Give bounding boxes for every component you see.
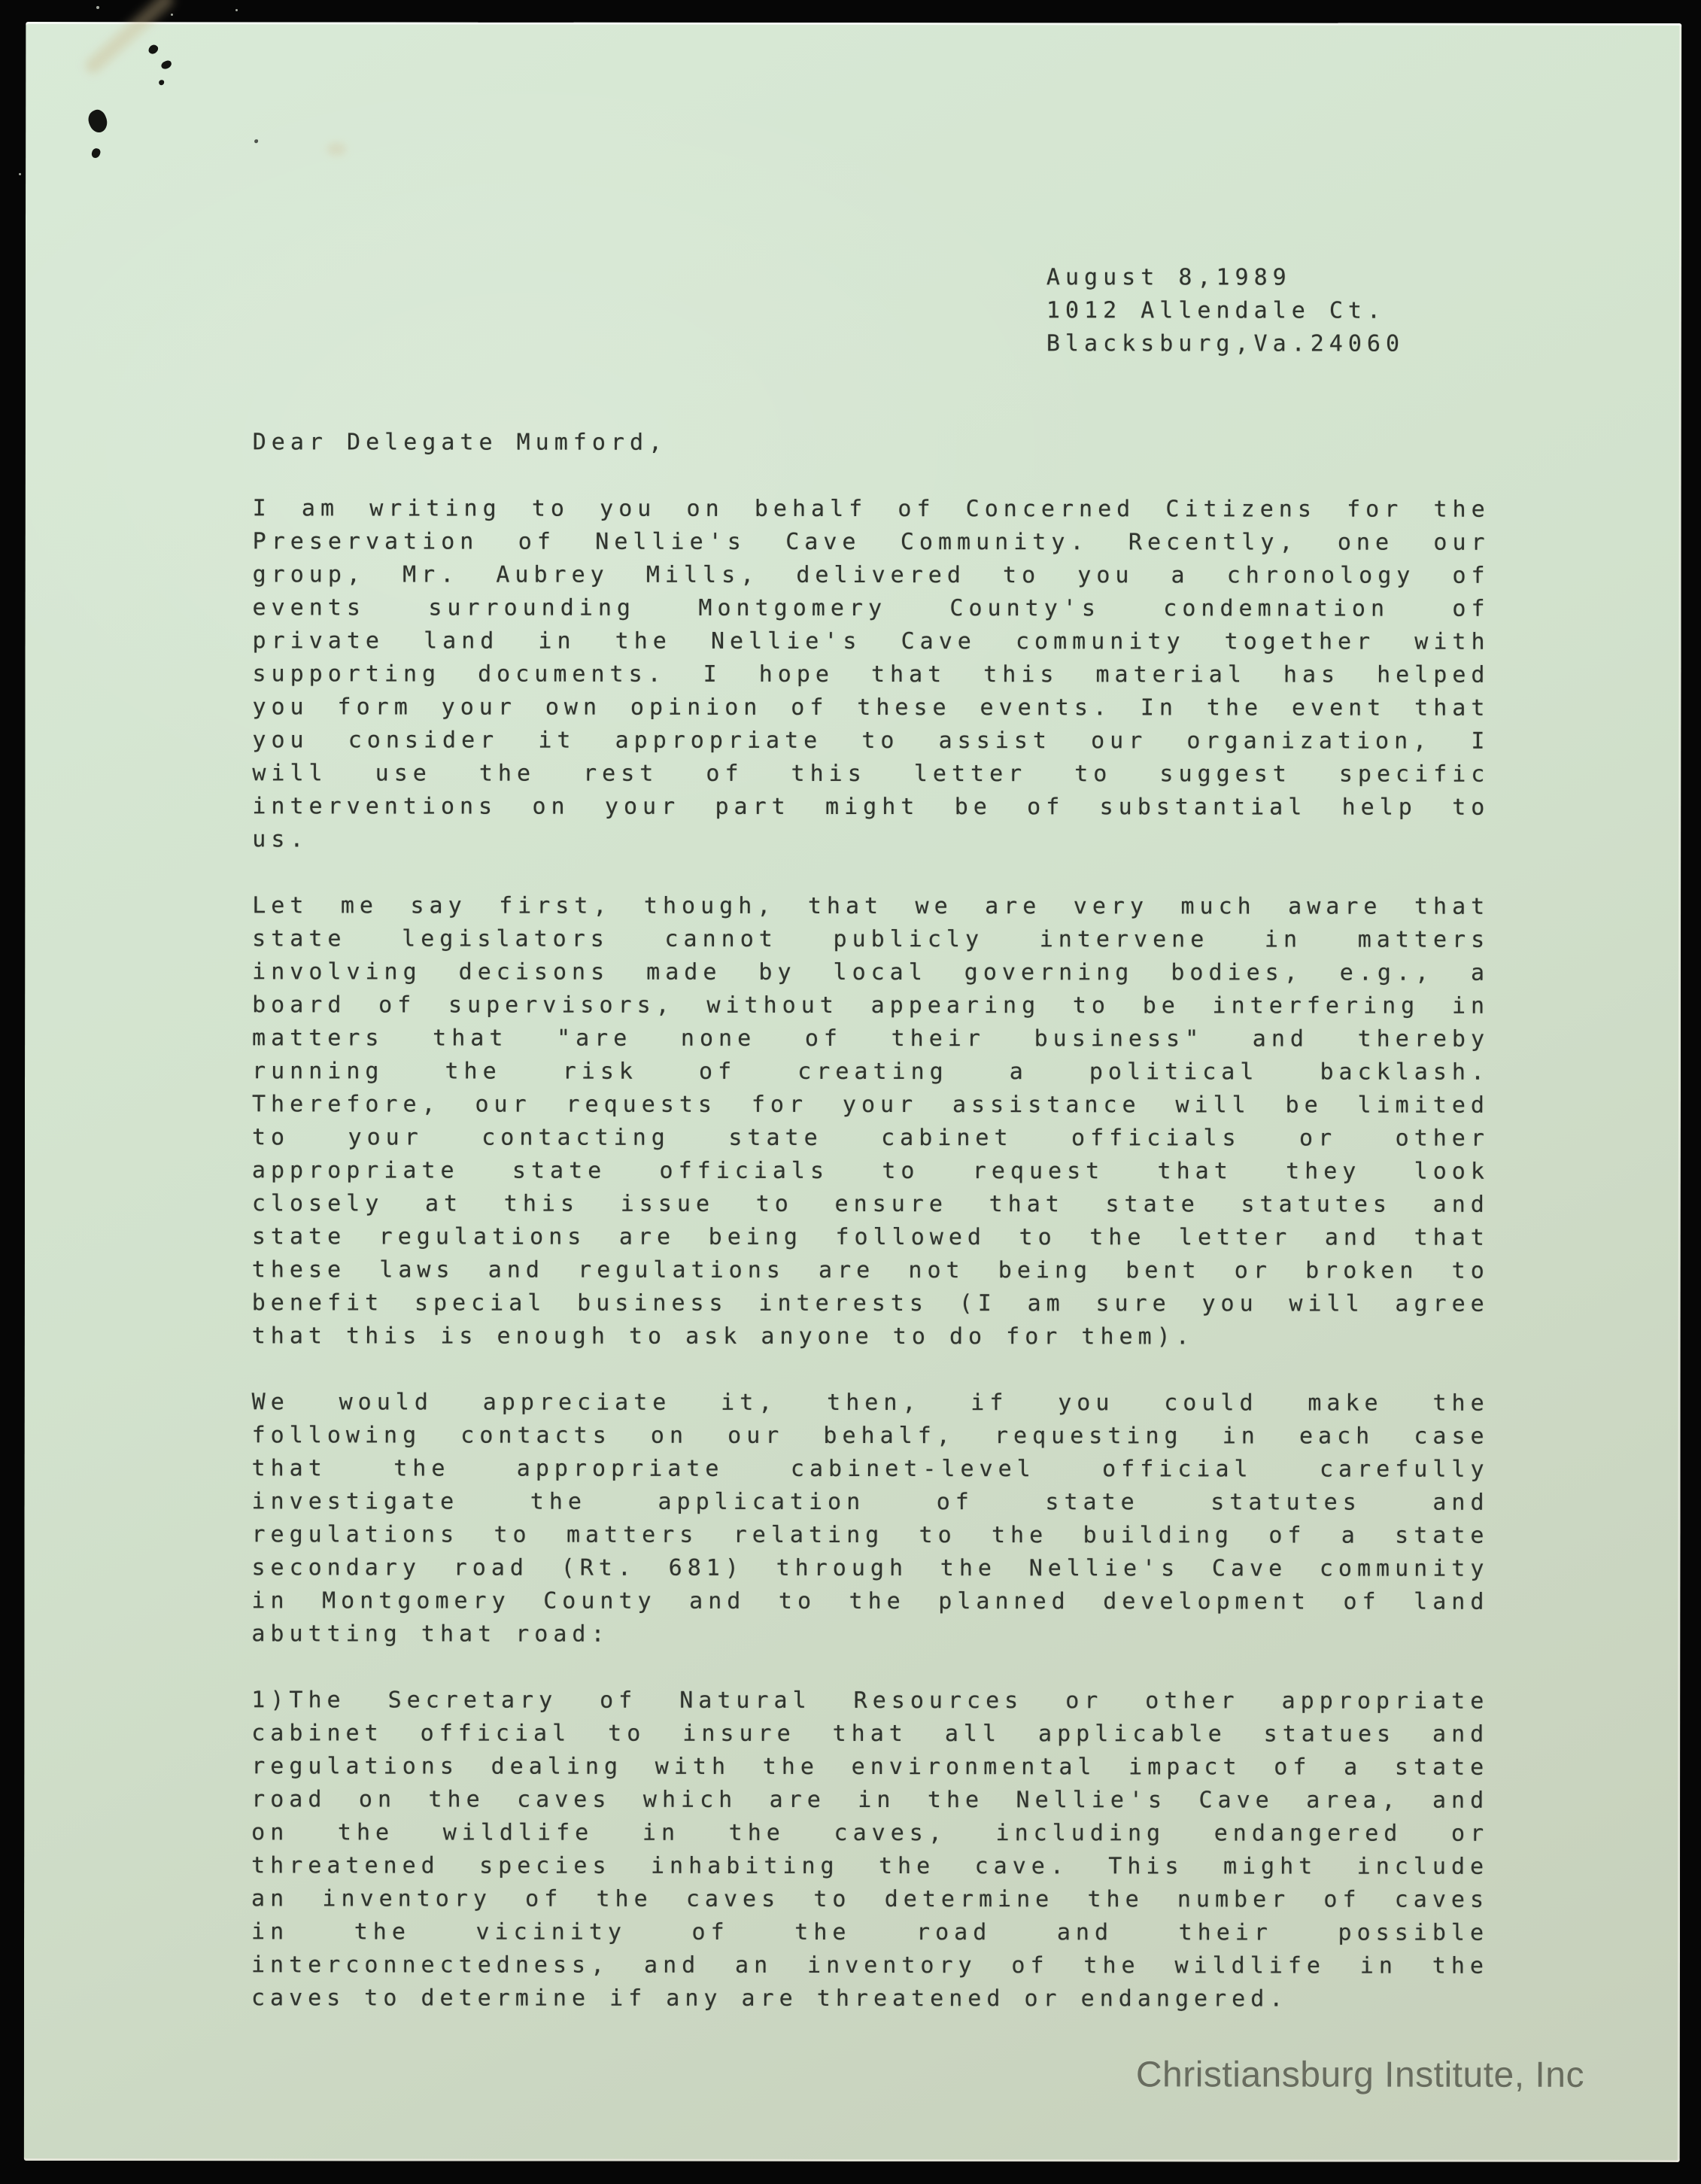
text-line: state legislators cannot publicly intervene in matters — [252, 925, 1490, 953]
text-line: appropriate state officials to request that they look — [251, 1157, 1490, 1185]
text-line: that this is enough to ask anyone to do for them). — [251, 1323, 1195, 1350]
text-line: supporting documents. I hope that this material has helped — [252, 661, 1490, 688]
text-line: to your contacting state cabinet officials or other — [251, 1124, 1490, 1152]
text-line: investigate the application of state statutes and — [251, 1488, 1490, 1516]
letter-body — [251, 426, 1490, 2015]
text-line: cabinet official to insure that all applicable statues and — [251, 1720, 1490, 1748]
watermark-archive-credit: Christiansburg Institute, Inc — [1135, 2055, 1584, 2095]
text-line: 1012 Allendale Ct. — [1046, 297, 1387, 324]
text-line: following contacts on our behalf, requesting in each case — [251, 1422, 1490, 1450]
text-line: I am writing to you on behalf of Concerned Citizens for the — [252, 495, 1490, 523]
text-line: regulations dealing with the environmental impact of a state — [251, 1753, 1490, 1781]
text-line: matters that "are none of their business" and thereby — [252, 1025, 1490, 1053]
text-line: involving decisons made by local governing bodies, e.g., a — [252, 958, 1490, 986]
text-line: on the wildlife in the caves, including endangered or — [251, 1819, 1490, 1847]
text-line: private land in the Nellie's Cave community together with — [252, 627, 1490, 655]
text-line: August 8,1989 — [1046, 264, 1292, 291]
scan-dust-speck — [171, 14, 173, 16]
date-address-block — [1046, 261, 1405, 360]
text-line: in Montgomery County and to the planned development of land — [251, 1587, 1490, 1615]
text-line: that the appropriate cabinet-level official carefully — [251, 1455, 1490, 1483]
text-line: running the risk of creating a political backlash. — [252, 1058, 1490, 1086]
paper-stain — [91, 147, 102, 159]
salutation: Dear Delegate Mumford, — [252, 429, 668, 456]
text-line: group, Mr. Aubrey Mills, delivered to you a chronology of — [252, 561, 1490, 589]
text-line: benefit special business interests (I am sure you will agree — [251, 1289, 1490, 1317]
paragraph-1 — [252, 492, 1490, 857]
paper-stain — [159, 80, 164, 85]
text-line: Therefore, our requests for your assistance will be limited — [251, 1091, 1490, 1119]
text-line: caves to determine if any are threatened or endangered. — [251, 1985, 1289, 2012]
text-line: threatened species inhabiting the cave. This might include — [251, 1852, 1490, 1880]
text-line: regulations to matters relating to the building of a state — [251, 1521, 1490, 1549]
text-line: us. — [252, 826, 309, 853]
text-line: closely at this issue to ensure that state statutes and — [251, 1190, 1490, 1218]
paragraph-3 — [251, 1386, 1489, 1651]
scan-dust-speck — [235, 9, 238, 11]
text-line: Let me say first, though, that we are very much aware that — [252, 892, 1490, 920]
text-line: Preservation of Nellie's Cave Community. Recently, one our — [252, 528, 1490, 556]
text-line: road on the caves which are in the Nellie's Cave area, and — [251, 1786, 1490, 1814]
text-line: you form your own opinion of these events. In the event that — [252, 694, 1490, 721]
paper-stain — [254, 139, 258, 143]
paper-stain — [85, 107, 111, 135]
text-line: will use the rest of this letter to suggest specific — [252, 760, 1490, 788]
text-line: you consider it appropriate to assist our organization, I — [252, 727, 1490, 755]
text-line: state regulations are being followed to the letter and that — [251, 1223, 1490, 1251]
text-line: board of supervisors, without appearing to be interfering in — [252, 992, 1490, 1019]
text-line: secondary road (Rt. 681) through the Nellie's Cave community — [251, 1554, 1490, 1582]
text-line: interconnectedness, and an inventory of the wildlife in the — [251, 1952, 1490, 1979]
paper-smudge — [327, 142, 346, 156]
text-line: events surrounding Montgomery County's condemnation of — [252, 594, 1490, 622]
text-line: in the vicinity of the road and their possible — [251, 1918, 1490, 1946]
text-line: 1)The Secretary of Natural Resources or other appropriate — [251, 1687, 1490, 1715]
paragraph-2 — [252, 889, 1490, 1353]
text-line: abutting that road: — [251, 1621, 610, 1648]
scan-dust-speck — [96, 6, 99, 9]
paper-stain — [160, 59, 173, 70]
text-line: We would appreciate it, then, if you could make the — [251, 1389, 1490, 1417]
paper-stain — [147, 43, 159, 56]
text-line: an inventory of the caves to determine the number of caves — [251, 1885, 1490, 1913]
text-line: these laws and regulations are not being bent or broken to — [251, 1256, 1490, 1284]
scan-dust-speck — [19, 173, 21, 175]
text-line: interventions on your part might be of substantial help to — [252, 793, 1490, 821]
text-line: Blacksburg,Va.24060 — [1046, 330, 1405, 357]
paragraph-4 — [251, 1684, 1489, 2015]
letter-page — [24, 22, 1681, 2162]
